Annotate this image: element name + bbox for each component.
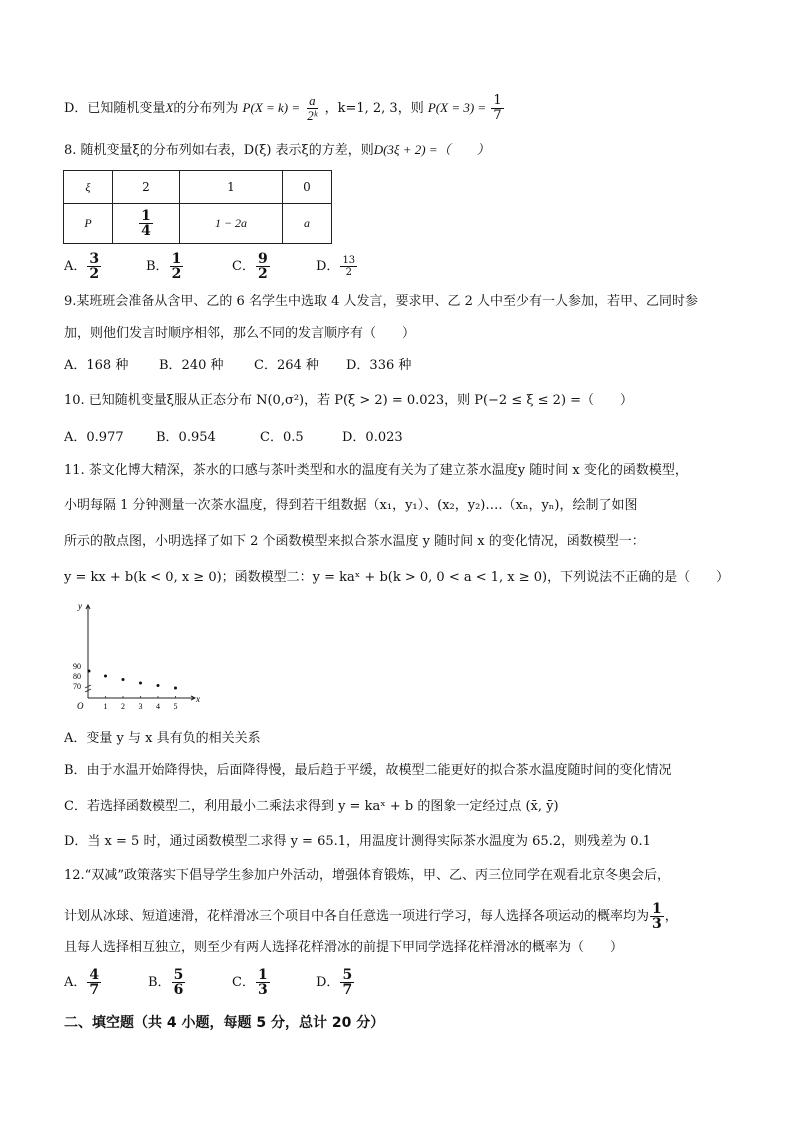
q12-option-b: B． $\frac{5}{6}$ xyxy=(148,967,184,998)
x-tick-label: 5 xyxy=(173,702,178,711)
q7-fraction: $\frac{a}{\text{2ᵏ}}$ xyxy=(307,93,318,123)
q12-option-a: A． $\frac{4}{7}$ xyxy=(64,967,100,998)
q10-stem: 10. 已知随机变量ξ服从正态分布 N(0,σ²)，若 P(ξ > 2) = 0.023，则 P(−2 ≤ ξ ≤ 2) =（ ） xyxy=(64,393,634,408)
x-tick-label: 1 xyxy=(103,702,108,711)
y-tick-label: 80 xyxy=(73,672,81,681)
data-point xyxy=(104,675,107,678)
q12-line3: 且每人选择相互独立，则至少有两人选择花样滑冰的前提下甲同学选择花样滑冰的概率为（ ） xyxy=(64,940,624,955)
q7-option-d: D．已知随机变量X的分布列为 P(X = k) = $\frac{a}{\text{2ᵏ}}$ ，k=1, 2, 3，则 P(X = 3) = $\frac{1}{7}$ xyxy=(64,93,502,123)
q7-answer-fraction: $\frac{1}{7}$ xyxy=(493,93,502,123)
data-point xyxy=(157,684,160,687)
q9-line2: 加，则他们发言时顺序相邻，那么不同的发言顺序有（ ） xyxy=(64,326,416,341)
q8-option-c: C． $\frac{9}{2}$ xyxy=(232,251,268,282)
q12-option-c: C． $\frac{1}{3}$ xyxy=(232,967,268,998)
q8-option-d: D． $\frac{13}{2}$ xyxy=(316,255,356,278)
q11-line3: 所示的散点图，小明选择了如下 2 个函数模型来拟合茶水温度 y 随时间 x 的变化情况，函数模型一： xyxy=(64,534,645,549)
q9-options: A．168 种 B．240 种 C．264 种 D．336 种 xyxy=(64,358,412,373)
q10-options: A．0.977 B．0.954 C．0.5 D．0.023 xyxy=(64,430,403,445)
distribution-table xyxy=(63,170,332,244)
q9-line1: 9.某班班会准备从含甲、乙的 6 名学生中选取 4 人发言，要求甲、乙 2 人中至少有一人参加，若甲、乙同时参 xyxy=(64,294,699,309)
origin-label: O xyxy=(77,701,84,711)
q8-options xyxy=(64,252,358,281)
q11-option-a: A．变量 y 与 x 具有负的相关关系 xyxy=(64,731,261,746)
y-axis-label: y xyxy=(78,601,82,611)
q8-stem: 8. 随机变量ξ的分布列如右表，D(ξ) 表示ξ的方差，则D(3ξ + 2) =（ ） xyxy=(64,142,490,158)
section-heading: 二、填空题（共 4 小题，每题 5 分，总计 20 分） xyxy=(64,1015,385,1031)
x-tick-label: 4 xyxy=(156,702,160,711)
q12-line2: 计划从冰球、短道速滑，花样滑冰三个项目中各自任意选一项进行学习，每人选择各项运动的概率均为 $\frac{1}{3}$ ， xyxy=(64,901,678,932)
q11-line1: 11. 茶文化博大精深，茶水的口感与茶叶类型和水的温度有关为了建立茶水温度y 随时间 x 变化的函数模型， xyxy=(64,463,688,478)
y-tick-label: 70 xyxy=(73,682,81,691)
table-row: ξ 2 1 0 xyxy=(64,171,332,204)
q11-line4: y = kx + b(k < 0, x ≥ 0)；函数模型二：y = kaˣ + b(k > 0, 0 < a < 1, x ≥ 0)，下列说法不正确的是（ ） xyxy=(64,570,730,585)
data-point xyxy=(139,682,142,685)
data-point xyxy=(122,678,125,681)
q8-option-b: B． $\frac{1}{2}$ xyxy=(146,251,182,282)
q11-option-b: B．由于水温开始降得快，后面降得慢，最后趋于平缓，故模型二能更好的拟合茶水温度随时间的变化情况 xyxy=(64,763,672,778)
x-tick-label: 3 xyxy=(138,702,143,711)
x-axis-label: x xyxy=(196,694,200,704)
q8-option-a: A． $\frac{3}{2}$ xyxy=(64,251,100,282)
q12-option-d: D． $\frac{5}{7}$ xyxy=(316,967,353,998)
q12-line1: 12.“双减”政策落实下倡导学生参加户外活动，增强体育锻炼，甲、乙、丙三位同学在观看北京冬奥会后， xyxy=(64,868,670,883)
q11-option-d: D．当 x = 5 时，通过函数模型二求得 y = 65.1，用温度计测得实际茶水温度为 65.2，则残差为 0.1 xyxy=(64,834,651,849)
q11-line2: 小明每隔 1 分钟测量一次茶水温度，得到若干组数据（x₁，y₁）、(x₂，y₂)….（xₙ，yₙ)，绘制了如图 xyxy=(64,498,638,513)
x-tick-label: 2 xyxy=(121,702,125,711)
q11-option-c: C．若选择函数模型二，利用最小二乘法求得到 y = kaˣ + b 的图象一定经过点 (x̄, ȳ) xyxy=(64,799,559,814)
data-point xyxy=(174,687,177,690)
data-point xyxy=(88,670,91,673)
table-cell: $\frac{1}{4}$ xyxy=(113,204,180,244)
table-row: P $\frac{1}{4}$ 1 − 2a a xyxy=(64,204,332,244)
q12-options xyxy=(64,968,355,997)
y-tick-label: 90 xyxy=(73,662,81,671)
scatter-plot xyxy=(70,600,200,718)
